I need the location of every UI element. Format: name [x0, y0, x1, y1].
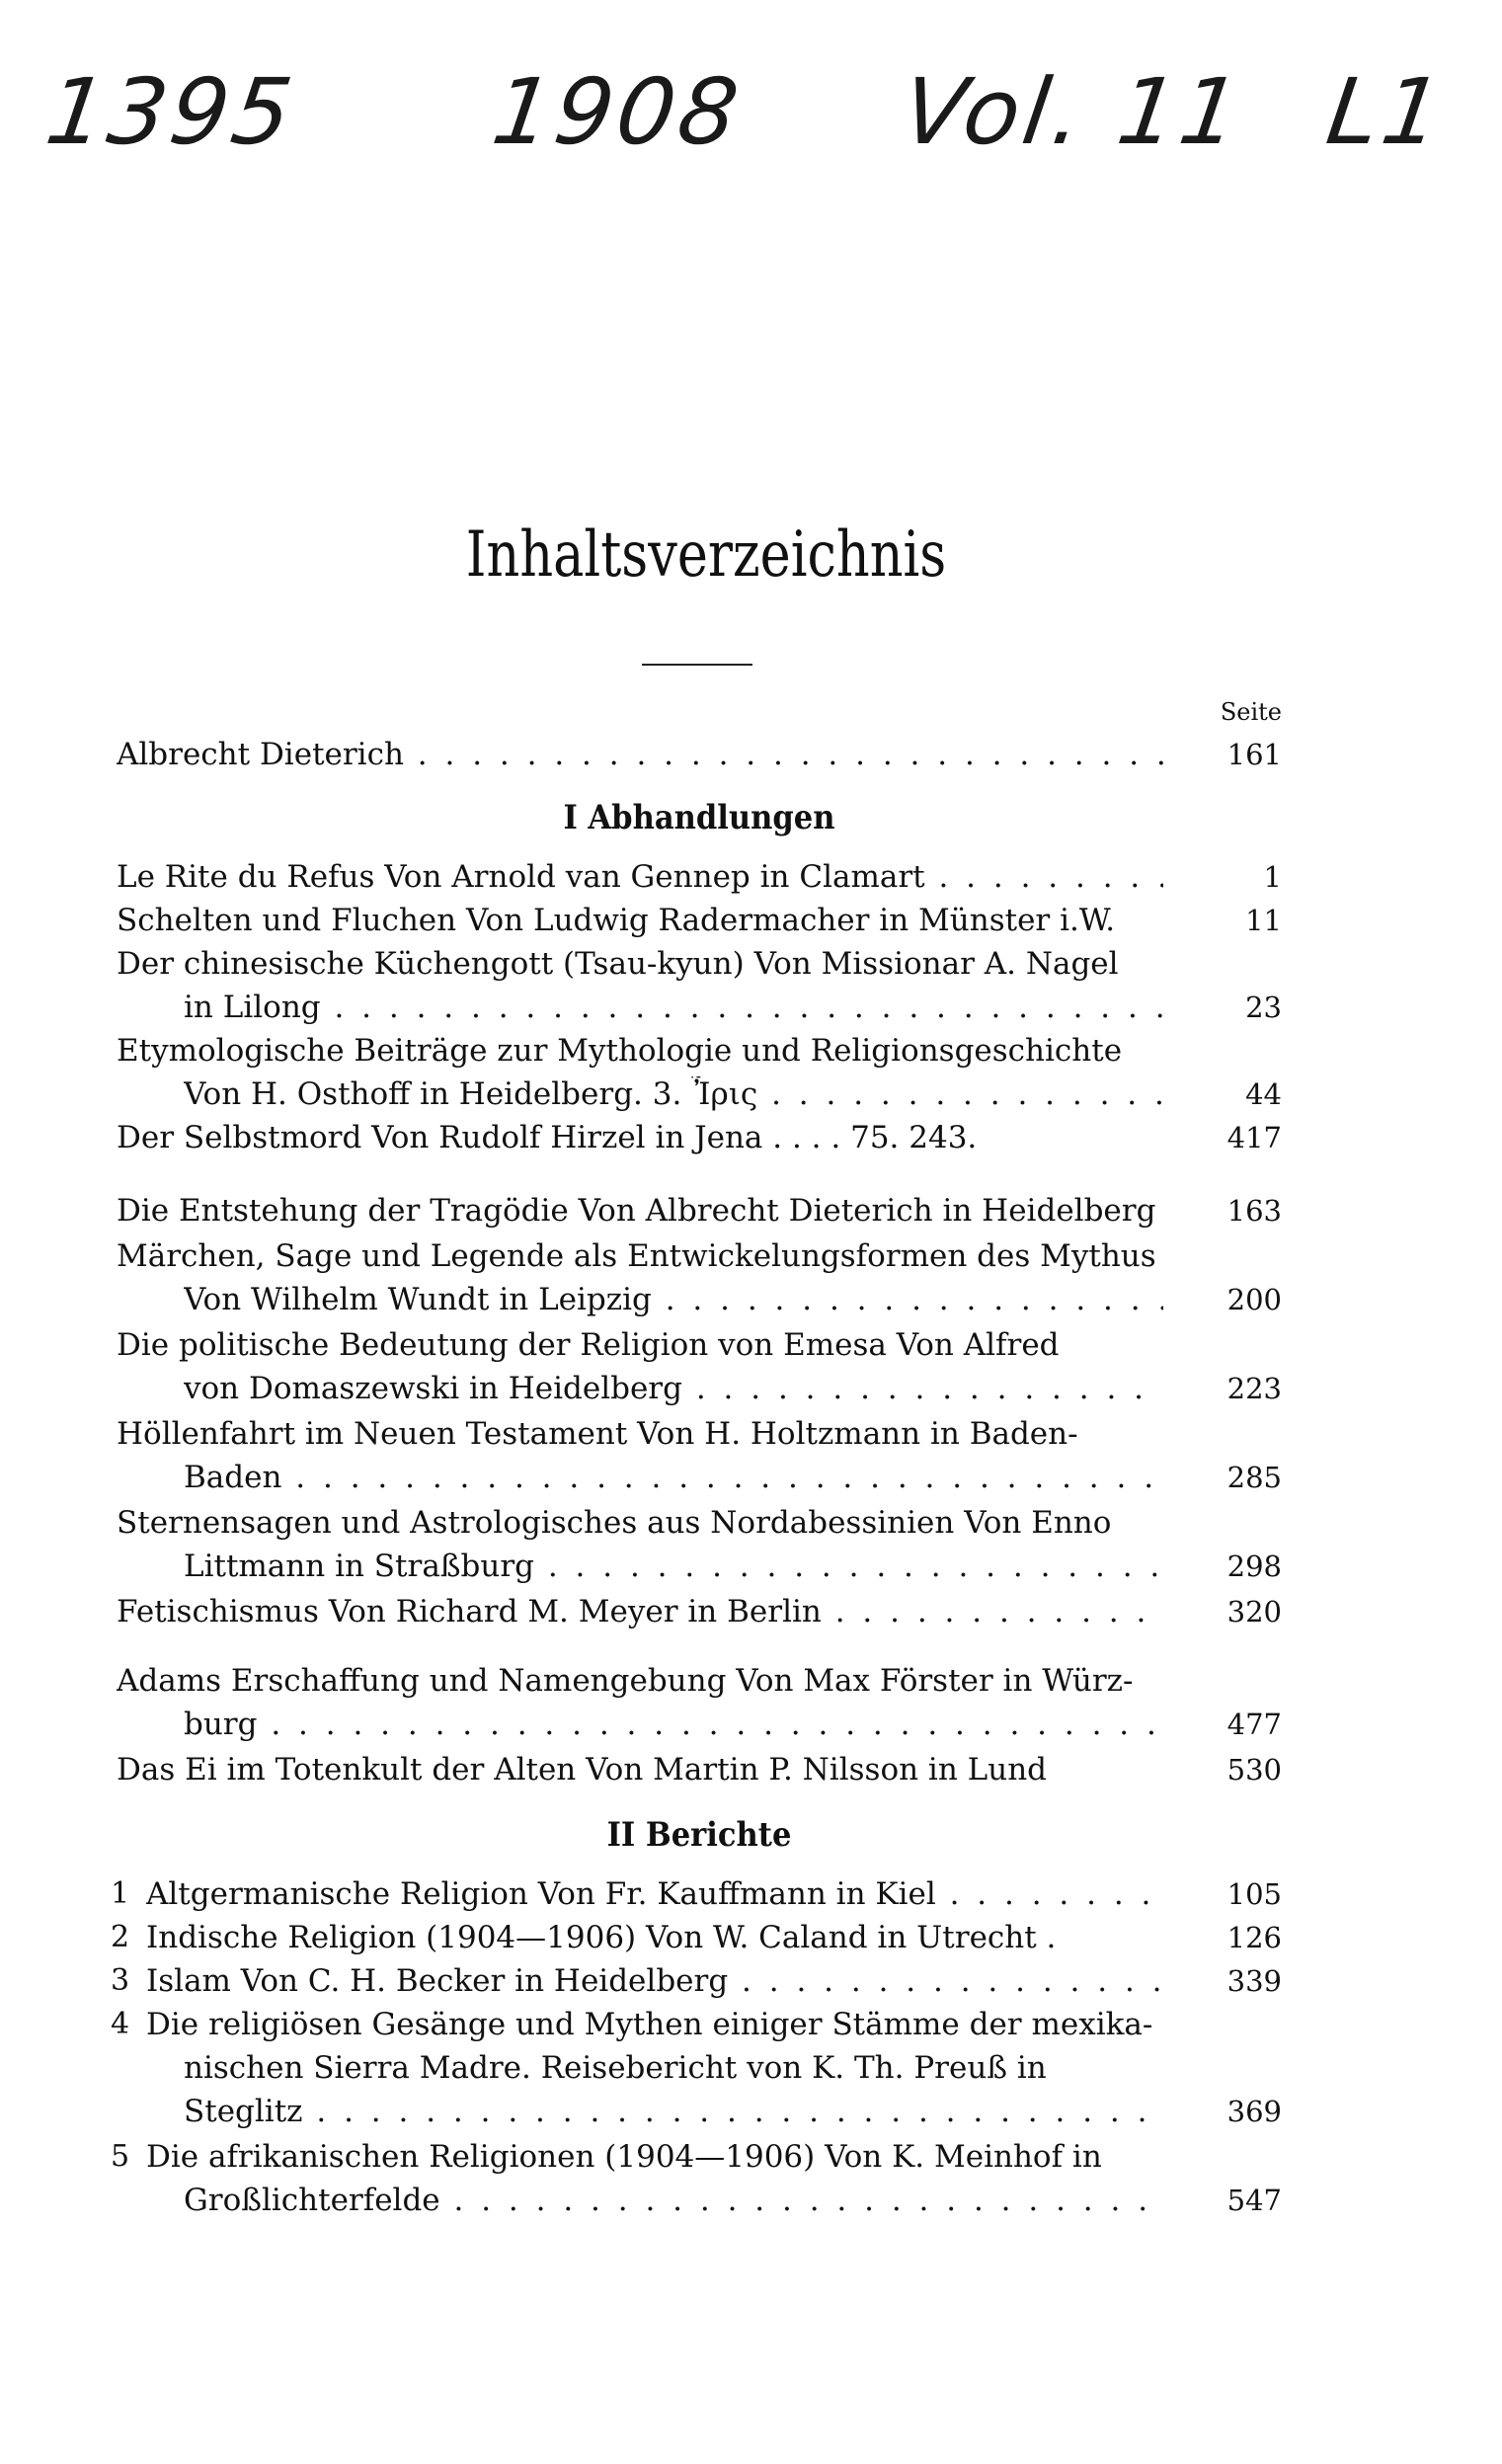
toc-page-number: 23 [1245, 991, 1282, 1024]
toc-page-number: 11 [1245, 904, 1282, 937]
toc-entry-text: burg . . . [184, 1707, 1163, 1742]
section-heading-abhandlungen: I Abhandlungen [563, 798, 835, 837]
toc-page-number: 200 [1226, 1283, 1282, 1316]
toc-entry-text: Die politische Bedeutung der Religion von Emesa Von Alfred [117, 1327, 1060, 1363]
toc-entry-text: Schelten und Fluchen Von Ludwig Radermacher in Münster i.W. [117, 903, 1116, 938]
toc-entry-text: Großlichterfelde . . . [184, 2183, 1163, 2218]
toc-entry-continuation [184, 2044, 1282, 2092]
page-title: Inhaltsverzeichnis [465, 518, 947, 592]
toc-entry-text: Fetischismus Von Richard M. Meyer in Berlin . . . [117, 1594, 1163, 1629]
toc-entry [111, 1870, 1282, 1918]
handwritten-year: 1908 [486, 59, 749, 165]
section-heading-berichte: II Berichte [606, 1815, 792, 1855]
toc-entry-text: Die afrikanischen Religionen (1904—1906) Von K. Meinhof in [146, 2139, 1102, 2175]
toc-page-number: 285 [1226, 1461, 1282, 1494]
entry-number: 5 [111, 2139, 130, 2174]
toc-page-number: 417 [1226, 1121, 1282, 1154]
toc-entry-text: Sternensagen und Astrologisches aus Nordabessinien Von Enno [117, 1505, 1112, 1541]
toc-page-number: 369 [1226, 2095, 1282, 2128]
toc-entry [117, 1187, 1282, 1234]
toc-entry [117, 940, 1282, 988]
toc-page-number: 298 [1226, 1550, 1282, 1583]
toc-entry [117, 1321, 1282, 1369]
toc-entry-continuation [184, 1454, 1282, 1501]
toc-entry [111, 1957, 1282, 2005]
toc-entry-text: Islam Von C. H. Becker in Heidelberg . . . [146, 1963, 1163, 1999]
toc-entry [117, 1232, 1282, 1280]
toc-entry-text: in Lilong . . . [184, 990, 1163, 1025]
toc-entry-continuation [184, 1701, 1282, 1748]
toc-entry-continuation [184, 1276, 1282, 1323]
entry-number: 1 [111, 1876, 130, 1911]
entry-number: 3 [111, 1963, 130, 1998]
toc-page-number: 44 [1245, 1077, 1282, 1111]
toc-entry-text: Etymologische Beiträge zur Mythologie und Religionsgeschichte [117, 1033, 1123, 1069]
toc-entry-continuation [184, 1543, 1282, 1590]
toc-entry [117, 1410, 1282, 1458]
toc-page-number: 320 [1226, 1595, 1282, 1629]
toc-entry-text: nischen Sierra Madre. Reisebericht von K. Th. Preuß in [184, 2050, 1047, 2086]
toc-entry-text: Indische Religion (1904—1906) Von W. Caland in Utrecht . [146, 1920, 1057, 1955]
toc-entry-text: Steglitz . . . [184, 2094, 1163, 2129]
handwritten-volume: Vol. 11 [896, 59, 1250, 165]
toc-entry-intro [117, 731, 1282, 778]
toc-entry-continuation [184, 1365, 1282, 1412]
toc-entry [111, 2001, 1282, 2048]
toc-entry-text: Von Wilhelm Wundt in Leipzig . . . [184, 1282, 1163, 1317]
toc-entry-text: Die religiösen Gesänge und Mythen einiger Stämme der mexika- [146, 2007, 1153, 2042]
toc-entry [117, 897, 1282, 944]
toc-entry-text: Baden . . . [184, 1460, 1163, 1495]
toc-page-number: 477 [1226, 1708, 1282, 1741]
toc-entry-continuation [184, 2177, 1282, 2224]
toc-entry [117, 1746, 1282, 1793]
seite-label: Seite [1220, 698, 1282, 726]
toc-entry-text: Littmann in Straßburg . . . [184, 1549, 1163, 1584]
toc-entry-continuation [184, 984, 1282, 1031]
toc-entry-text: Märchen, Sage und Legende als Entwickelungsformen des Mythus [117, 1238, 1156, 1274]
toc-page-number: 339 [1226, 1964, 1282, 1998]
toc-entry [117, 1657, 1282, 1705]
toc-page-number: 547 [1226, 2184, 1282, 2217]
entry-number: 4 [111, 2007, 130, 2041]
toc-entry-text: Das Ei im Totenkult der Alten Von Martin P. Nilsson in Lund [117, 1752, 1048, 1788]
toc-entry-text: Adams Erschaffung und Namengebung Von Max Förster in Würz- [117, 1663, 1134, 1699]
toc-entry-text: Höllenfahrt im Neuen Testament Von H. Holtzmann in Baden- [117, 1416, 1078, 1452]
toc-entry-text: Der Selbstmord Von Rudolf Hirzel in Jena . . . . 75. 243. [117, 1120, 978, 1155]
toc-entry [117, 1499, 1282, 1547]
handwritten-mark: L1 [1320, 59, 1453, 165]
toc-entry-continuation [184, 2088, 1282, 2135]
toc-entry-text: Altgermanische Religion Von Fr. Kauffmann in Kiel . . . [146, 1876, 1163, 1912]
title-rule [642, 664, 752, 666]
toc-page-number: 161 [1226, 738, 1282, 771]
toc-entry [117, 1027, 1282, 1074]
toc-entry [117, 1114, 1282, 1161]
handwritten-number: 1395 [40, 59, 302, 165]
toc-entry [111, 1914, 1282, 1961]
toc-entry-text: Von H. Osthoff in Heidelberg. 3. Ἶρις . . . [184, 1076, 1163, 1112]
toc-entry-text: Albrecht Dieterich . . . [117, 737, 1163, 772]
toc-entry [117, 1588, 1282, 1635]
toc-entry-continuation [184, 1071, 1282, 1118]
toc-page-number: 163 [1226, 1194, 1282, 1228]
toc-entry-text: Die Entstehung der Tragödie Von Albrecht Dieterich in Heidelberg [117, 1193, 1156, 1229]
toc-entry [117, 853, 1282, 901]
toc-page-number: 105 [1226, 1877, 1282, 1911]
toc-entry [111, 2133, 1282, 2181]
toc-page-number: 1 [1263, 860, 1282, 894]
toc-page-number: 530 [1226, 1753, 1282, 1787]
toc-page-number: 126 [1226, 1921, 1282, 1954]
toc-entry-text: von Domaszewski in Heidelberg . . . [184, 1371, 1163, 1406]
entry-number: 2 [111, 1920, 130, 1954]
toc-page-number: 223 [1226, 1372, 1282, 1405]
toc-entry-text: Der chinesische Küchengott (Tsau-kyun) Von Missionar A. Nagel [117, 946, 1119, 982]
toc-entry-text: Le Rite du Refus Von Arnold van Gennep in Clamart . . . [117, 859, 1163, 895]
